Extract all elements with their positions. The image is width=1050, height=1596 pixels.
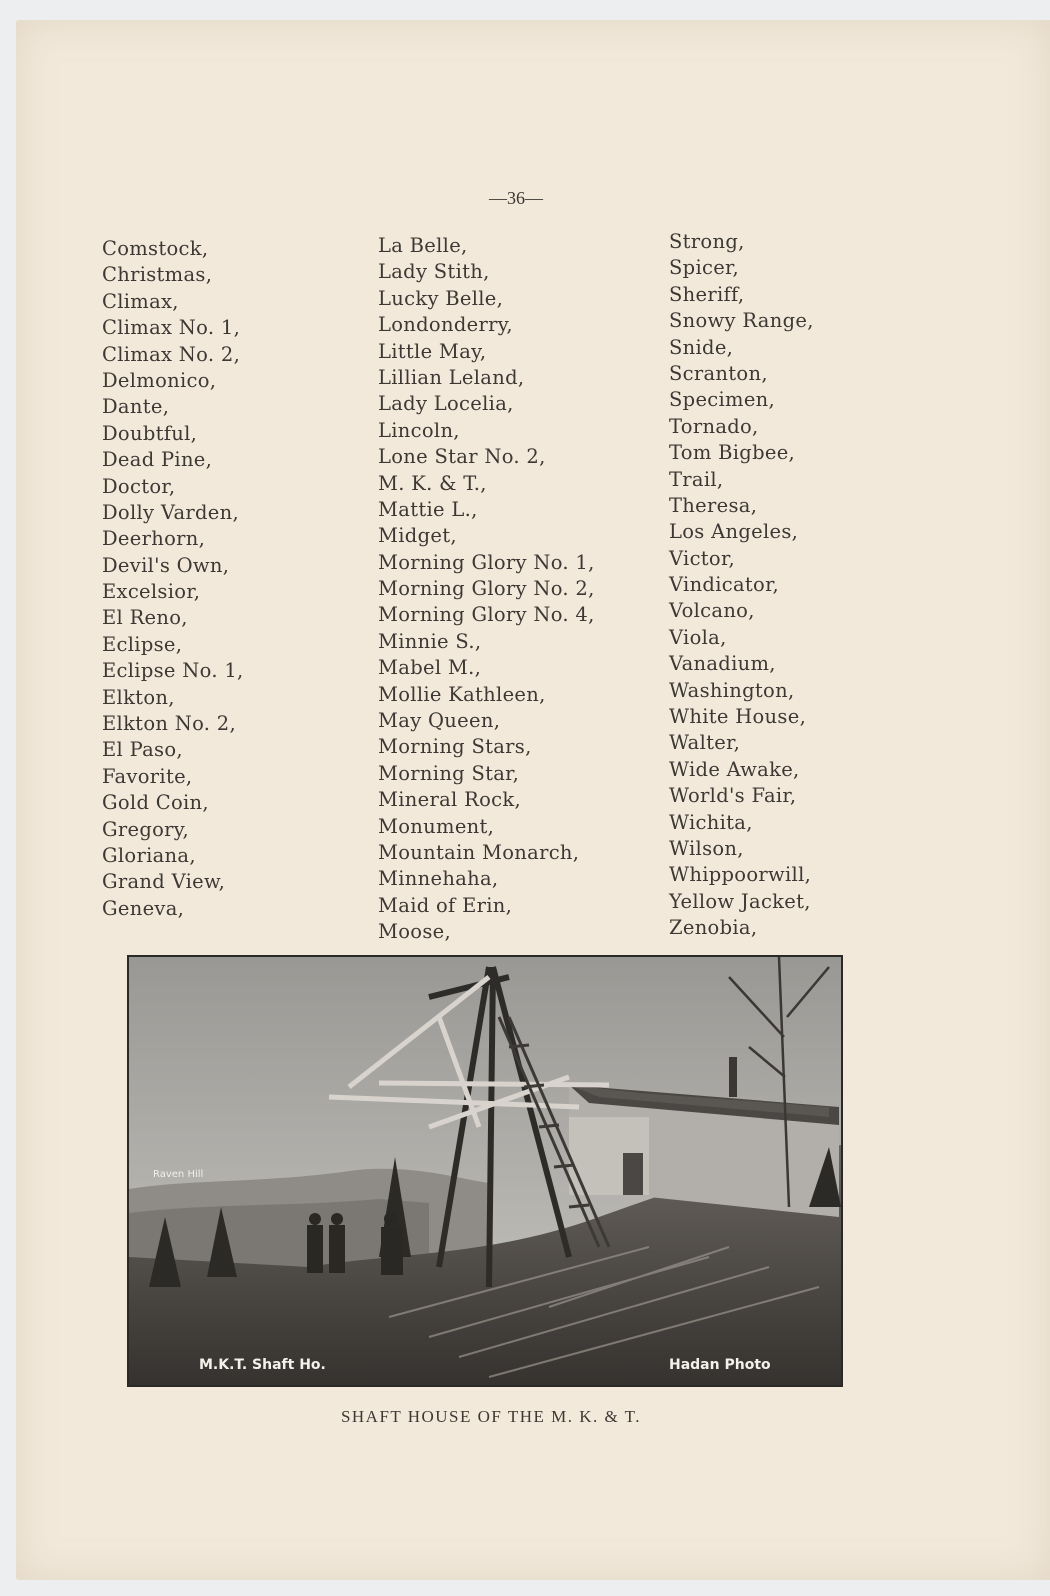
mine-name: Specimen, <box>669 388 776 412</box>
mine-name: Yellow Jacket, <box>669 889 811 913</box>
mine-name: Doctor, <box>102 474 176 498</box>
mine-name: El Reno, <box>102 606 188 630</box>
mine-name: Comstock, <box>102 237 209 260</box>
mine-name: Spicer, <box>669 256 740 280</box>
mine-name: Gregory, <box>102 817 190 841</box>
mine-name: Eclipse, <box>102 632 183 656</box>
mine-name: Elkton, <box>102 685 175 709</box>
mine-name: Morning Stars, <box>378 735 532 759</box>
mine-name: Wichita, <box>669 810 753 834</box>
mine-name: Excelsior, <box>102 580 201 604</box>
photo-label-photographer: Hadan Photo <box>669 1357 771 1373</box>
mine-name: Maid of Erin, <box>378 893 513 917</box>
mine-name: Tom Bigbee, <box>669 441 796 465</box>
mine-name: Climax, <box>102 289 179 313</box>
mine-name: Minnehaha, <box>378 867 499 891</box>
mine-name: Mountain Monarch, <box>378 840 580 864</box>
mine-name: Delmonico, <box>102 368 217 392</box>
photo-label-shaft: M.K.T. Shaft Ho. <box>199 1357 326 1373</box>
mine-name: Snide, <box>669 335 734 359</box>
mine-name: Lady Stith, <box>378 260 490 284</box>
mine-name: Lillian Leland, <box>378 365 525 389</box>
mine-name: Whippoorwill, <box>669 863 812 887</box>
mine-name: Climax No. 2, <box>102 342 241 366</box>
mine-name: Wide Awake, <box>669 757 800 781</box>
mine-name: Sheriff, <box>669 282 745 306</box>
mine-name: Scranton, <box>669 361 768 385</box>
mine-name: Strong, <box>669 230 745 253</box>
mine-name: Morning Glory No. 1, <box>378 550 595 574</box>
mine-name: Theresa, <box>669 493 758 517</box>
mine-name: Christmas, <box>102 263 213 287</box>
mine-name: Snowy Range, <box>669 309 814 333</box>
mine-name: La Belle, <box>378 234 468 257</box>
mine-name: Lincoln, <box>378 418 460 442</box>
mine-name: Vanadium, <box>669 652 776 676</box>
mine-name: Mineral Rock, <box>378 788 521 812</box>
mine-name: Little May, <box>378 339 487 363</box>
mine-name: Londonderry, <box>378 313 513 337</box>
mine-name: Lady Locelia, <box>378 392 514 416</box>
mine-name: World's Fair, <box>669 784 797 808</box>
mine-name: Morning Star, <box>378 761 520 785</box>
mine-name: Doubtful, <box>102 421 198 445</box>
mine-name: Climax No. 1, <box>102 316 241 340</box>
mine-name: Gold Coin, <box>102 791 209 815</box>
mine-name: Morning Glory No. 4, <box>378 603 595 627</box>
photo-label-raven-hill: Raven Hill <box>153 1169 204 1180</box>
mine-list-column-1 <box>102 236 244 922</box>
shaft-house-photo <box>127 955 843 1387</box>
mine-name: Mattie L., <box>378 497 478 521</box>
mine-name: Viola, <box>669 625 727 649</box>
document-page <box>16 20 1050 1580</box>
mine-name: Wilson, <box>669 836 744 860</box>
mine-name: Elkton No. 2, <box>102 712 236 736</box>
mine-name: Monument, <box>378 814 495 838</box>
mine-name: Vindicator, <box>669 573 780 597</box>
mine-name: Devil's Own, <box>102 553 230 577</box>
mine-name: Lucky Belle, <box>378 286 504 310</box>
mine-name: Geneva, <box>102 896 185 920</box>
photo-caption: SHAFT HOUSE OF THE M. K. & T. <box>340 1407 642 1426</box>
mine-name: Washington, <box>669 678 795 702</box>
mine-name: Tornado, <box>669 414 759 438</box>
mine-name: Mollie Kathleen, <box>378 682 546 706</box>
mine-name: Dolly Varden, <box>102 500 239 524</box>
mine-name: Zenobia, <box>669 916 758 940</box>
mine-name: Grand View, <box>102 870 226 894</box>
mine-name: Victor, <box>669 546 735 570</box>
mine-name: Deerhorn, <box>102 527 206 551</box>
mine-name: Morning Glory No. 2, <box>378 577 595 601</box>
mine-name: Gloriana, <box>102 843 196 867</box>
mine-name: Mabel M., <box>378 656 482 680</box>
mine-name: El Paso, <box>102 738 183 762</box>
mine-name: Midget, <box>378 524 457 548</box>
mine-name: Volcano, <box>669 599 755 623</box>
mine-name: Favorite, <box>102 764 193 788</box>
mine-list-column-2 <box>378 233 595 946</box>
mine-name: Los Angeles, <box>669 520 799 544</box>
mine-name: Trail, <box>669 467 724 491</box>
mine-name: White House, <box>669 705 807 729</box>
mine-list-column-3 <box>669 229 814 942</box>
mine-name: Minnie S., <box>378 629 482 653</box>
mine-name: Moose, <box>378 920 451 944</box>
page-number: —36— <box>489 188 543 208</box>
mine-name: Dead Pine, <box>102 448 213 472</box>
mine-name: Dante, <box>102 395 170 419</box>
mine-name: May Queen, <box>378 709 501 733</box>
mine-name: Eclipse No. 1, <box>102 659 244 683</box>
mine-name: M. K. & T., <box>378 471 487 495</box>
mine-name: Lone Star No. 2, <box>378 445 546 469</box>
mine-name: Walter, <box>669 731 741 755</box>
